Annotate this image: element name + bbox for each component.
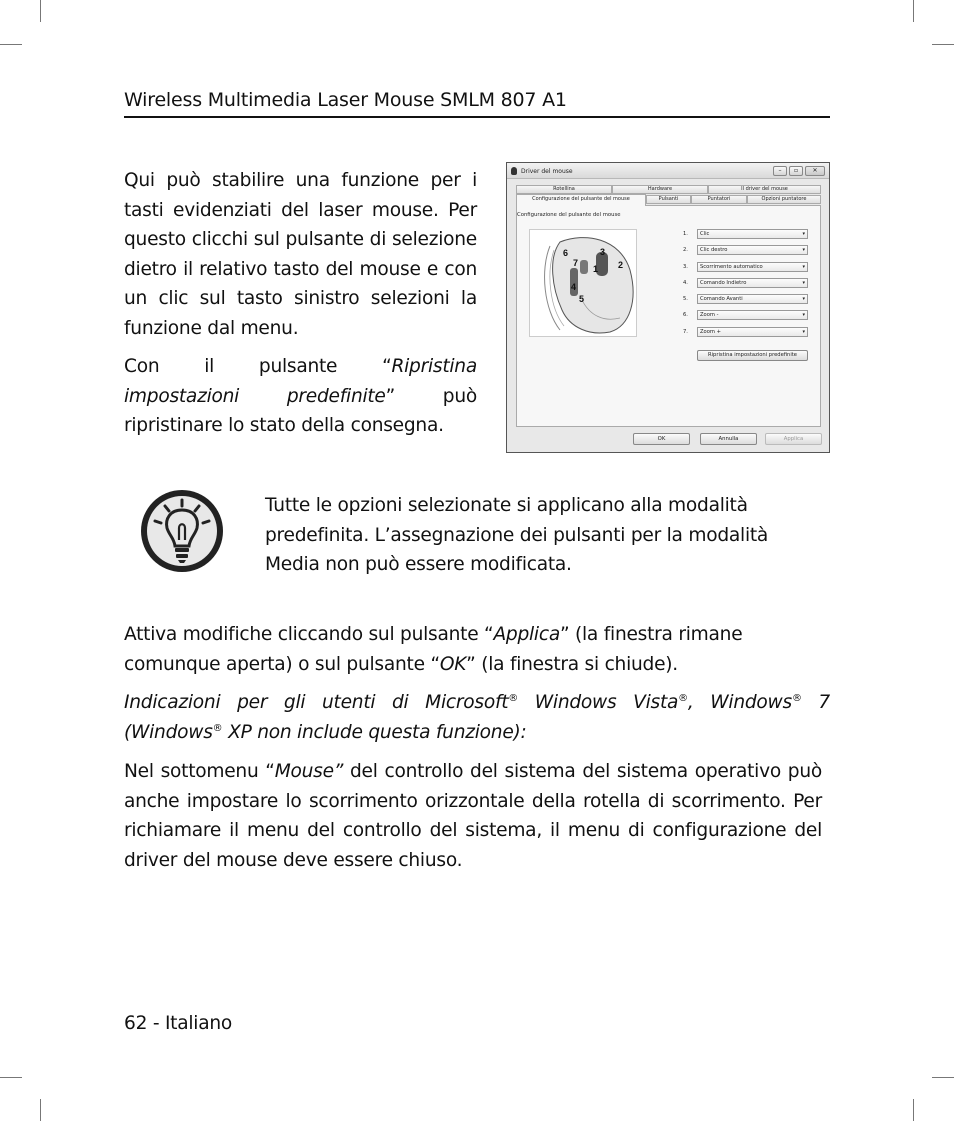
row-number: 5. bbox=[683, 296, 688, 302]
select-value: Scorrimento automatico bbox=[700, 264, 763, 270]
button-6-select[interactable] bbox=[697, 310, 808, 320]
mouse-driver-dialog bbox=[506, 162, 830, 453]
tip-text: Tutte le opzioni selezionate si applicano alla modalità predefinita. L’assegnazione dei pulsanti per la modalità Media non può essere modificata. bbox=[265, 495, 769, 575]
row-number: 4. bbox=[683, 280, 688, 286]
page-footer: 62 - Italiano bbox=[124, 1013, 232, 1034]
button-1-select[interactable] bbox=[697, 229, 808, 239]
tab-pulsanti[interactable]: Pulsanti bbox=[646, 195, 691, 204]
row-number: 6. bbox=[683, 312, 688, 318]
chevron-down-icon: ▾ bbox=[802, 231, 805, 237]
tab-driver-mouse[interactable]: Il driver del mouse bbox=[708, 185, 821, 194]
reset-reference: Ripristina impostazioni predefinite bbox=[124, 356, 477, 407]
select-value: Zoom + bbox=[700, 329, 721, 335]
ok-reference: OK bbox=[439, 653, 467, 675]
minimize-button[interactable]: – bbox=[773, 166, 787, 176]
callout-2: 2 bbox=[618, 260, 624, 270]
text-run: , Windows bbox=[687, 692, 792, 713]
callout-3: 3 bbox=[600, 247, 606, 257]
tab-rotellina[interactable]: Rotellina bbox=[516, 185, 612, 194]
row-number: 2. bbox=[683, 247, 688, 253]
mouse-diagram bbox=[529, 229, 637, 337]
mouse-icon bbox=[511, 167, 517, 175]
crop-mark bbox=[40, 0, 41, 22]
select-value: Clic bbox=[700, 231, 710, 237]
cancel-button[interactable]: Annulla bbox=[700, 433, 757, 445]
windows-note bbox=[124, 688, 830, 747]
dialog-titlebar bbox=[507, 163, 829, 179]
callout-4: 4 bbox=[571, 282, 577, 292]
row-number: 3. bbox=[683, 264, 688, 270]
tab-opzioni-puntatore[interactable]: Opzioni puntatore bbox=[747, 195, 821, 204]
select-value: Clic destro bbox=[700, 247, 728, 253]
lightbulb-icon bbox=[139, 488, 225, 574]
text-run: Windows Vista bbox=[518, 692, 679, 713]
select-value: Comando Indietro bbox=[700, 280, 747, 286]
button-5-select[interactable] bbox=[697, 294, 808, 304]
registered-mark: ® bbox=[212, 722, 223, 734]
registered-mark: ® bbox=[791, 693, 802, 704]
restore-defaults-button[interactable]: Ripristina impostazioni predefinite bbox=[697, 350, 808, 361]
registered-mark: ® bbox=[678, 693, 688, 704]
button-7-select[interactable] bbox=[697, 327, 808, 337]
row-number: 7. bbox=[683, 329, 688, 335]
group-label: Configurazione del pulsante del mouse bbox=[517, 212, 621, 218]
maximize-button[interactable]: ▫ bbox=[789, 166, 803, 176]
text-run: ” può ripristinare lo stato della consegna. bbox=[124, 385, 477, 436]
crop-mark bbox=[0, 1077, 22, 1078]
text-run: Attiva modifiche cliccando sul pulsante “ bbox=[124, 624, 494, 645]
chevron-down-icon: ▾ bbox=[802, 312, 805, 318]
crop-mark bbox=[932, 1077, 954, 1078]
mouse-illustration bbox=[530, 230, 638, 338]
row-number: 1. bbox=[683, 231, 688, 237]
text-run: del controllo del sistema del sistema operativo può anche impostare lo scorrimento orizzontale della rotella di scorrimento. Per richiamare il menu del controllo del sistema, il menu di configurazione del driver del mouse deve essere chiuso. bbox=[124, 761, 823, 871]
tab-button-config[interactable]: Configurazione del pulsante del mouse bbox=[516, 194, 646, 206]
tab-hardware[interactable]: Hardware bbox=[612, 185, 708, 194]
close-button[interactable]: ✕ bbox=[805, 166, 825, 176]
crop-mark bbox=[913, 0, 914, 22]
dialog-title: Driver del mouse bbox=[521, 168, 573, 175]
crop-mark bbox=[40, 1099, 41, 1121]
callout-1: 1 bbox=[593, 264, 599, 274]
button-4-select[interactable] bbox=[697, 278, 808, 288]
intro-paragraph: Qui può stabilire una funzione per i tasti evidenziati del laser mouse. Per questo clicchi sul pulsante di selezione dietro il relativo tasto del mouse e con un clic sul tasto sinistro selezioni la funzione dal menu. bbox=[124, 170, 477, 339]
ok-button[interactable]: OK bbox=[633, 433, 690, 445]
crop-mark bbox=[0, 44, 22, 45]
select-value: Zoom - bbox=[700, 312, 719, 318]
chevron-down-icon: ▾ bbox=[802, 296, 805, 302]
mouse-reference: Mouse” bbox=[274, 761, 344, 782]
apply-paragraph bbox=[124, 620, 830, 679]
callout-5: 5 bbox=[579, 294, 585, 304]
registered-mark: ® bbox=[508, 693, 519, 704]
reset-paragraph bbox=[124, 352, 477, 441]
chevron-down-icon: ▾ bbox=[802, 247, 805, 253]
header-title: Wireless Multimedia Laser Mouse SMLM 807 A1 bbox=[124, 89, 567, 111]
chevron-down-icon: ▾ bbox=[802, 329, 805, 335]
apply-reference: Applica bbox=[493, 624, 560, 645]
callout-6: 6 bbox=[563, 248, 569, 258]
text-run: ” (la finestra rimane comunque aperta) o sul pulsante “ bbox=[124, 624, 743, 675]
select-value: Comando Avanti bbox=[700, 296, 743, 302]
text-run: Indicazioni per gli utenti di Microsoft bbox=[124, 692, 509, 713]
button-2-select[interactable] bbox=[697, 245, 808, 255]
apply-button[interactable]: Applica bbox=[765, 433, 822, 445]
text-run: 7 (Windows bbox=[124, 692, 830, 743]
page-header bbox=[124, 88, 830, 118]
text-run: Nel sottomenu “ bbox=[124, 761, 275, 782]
chevron-down-icon: ▾ bbox=[802, 264, 805, 270]
text-run: ” (la finestra si chiude). bbox=[466, 653, 678, 675]
crop-mark bbox=[932, 44, 954, 45]
button-3-select[interactable] bbox=[697, 262, 808, 272]
chevron-down-icon: ▾ bbox=[802, 280, 805, 286]
text-run: XP non include questa funzione): bbox=[222, 721, 527, 743]
text-run: Con il pulsante “ bbox=[124, 356, 392, 377]
crop-mark bbox=[913, 1099, 914, 1121]
callout-7: 7 bbox=[573, 258, 579, 268]
tab-puntatori[interactable]: Puntatori bbox=[691, 195, 747, 204]
submenu-paragraph bbox=[124, 757, 822, 875]
